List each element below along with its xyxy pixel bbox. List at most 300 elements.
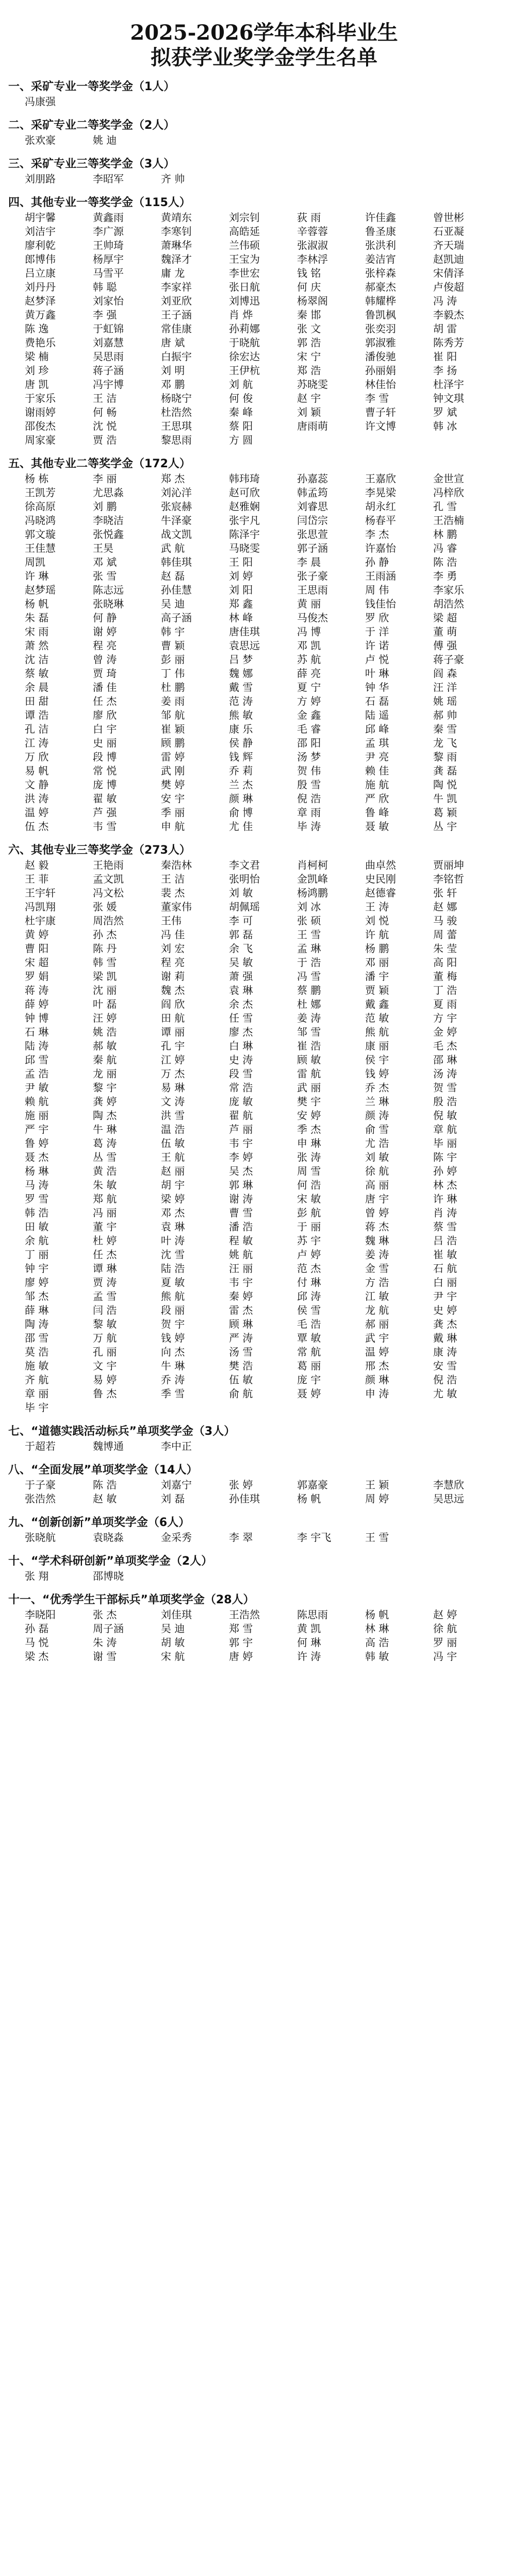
student-name: 马 悦 (25, 1636, 49, 1649)
student-name: 吴思远 (433, 1493, 464, 1505)
student-name: 黄 婷 (25, 928, 49, 941)
student-name: 冯 宇 (433, 1650, 457, 1663)
student-name: 马晓雯 (229, 542, 260, 554)
student-name: 葛 丽 (297, 1360, 321, 1372)
student-name: 钟 博 (25, 1012, 49, 1024)
student-name: 钱 铭 (297, 267, 321, 279)
student-name: 李 晨 (297, 556, 321, 568)
student-name: 俞 博 (229, 806, 253, 819)
name-list (25, 1478, 528, 1506)
student-name: 姚 迪 (93, 134, 117, 146)
student-name: 郑 雪 (229, 1622, 253, 1635)
student-name: 韩 聪 (93, 281, 117, 293)
student-name: 雷 杰 (229, 1304, 253, 1316)
name-list (25, 172, 528, 186)
student-name: 孙 静 (365, 556, 389, 568)
student-name: 张 杰 (93, 1608, 117, 1621)
student-name: 刘 敏 (229, 887, 253, 899)
student-name: 贺 伟 (297, 765, 321, 777)
student-name: 余 飞 (229, 942, 253, 955)
student-name: 刘 航 (229, 378, 253, 391)
student-name: 刘宗钊 (229, 211, 260, 224)
student-name: 梁 超 (433, 612, 457, 624)
student-name: 牛 琳 (161, 1360, 185, 1372)
student-name: 刘 珍 (25, 364, 49, 377)
student-name: 季 雪 (161, 1387, 185, 1400)
student-name: 薛 婷 (25, 998, 49, 1010)
student-name: 萧 强 (229, 970, 253, 982)
student-name: 李广源 (93, 225, 124, 238)
student-name: 李 宇飞 (297, 1531, 332, 1544)
student-name: 牛 琳 (93, 1123, 117, 1136)
student-name: 黄万鑫 (25, 309, 56, 321)
student-name: 魏 琳 (365, 1234, 389, 1247)
student-name: 杨鸿鹏 (297, 887, 328, 899)
student-name: 龙 飞 (433, 737, 457, 749)
student-name: 洪 涛 (25, 792, 49, 805)
student-name: 王思雨 (297, 584, 328, 596)
student-name: 唐 斌 (161, 336, 185, 349)
student-name: 覃 敏 (297, 1332, 321, 1344)
student-name: 刘 阳 (229, 584, 253, 596)
student-name: 邵 雪 (25, 1332, 49, 1344)
student-name: 石亚凝 (433, 225, 464, 238)
student-name: 严 欣 (365, 792, 389, 805)
student-name: 胡 宇 (161, 1179, 185, 1191)
student-name: 李家祥 (161, 281, 192, 293)
student-name: 温 浩 (161, 1123, 185, 1136)
student-name: 王浩然 (229, 1608, 260, 1621)
student-name: 孟 琪 (365, 737, 389, 749)
student-name: 齐 航 (25, 1374, 49, 1386)
student-name: 鲁圣康 (365, 225, 396, 238)
student-name: 邢 杰 (365, 1360, 389, 1372)
section-heading: 一、采矿专业一等奖学金（1人） (8, 80, 175, 93)
student-name: 李家乐 (433, 584, 464, 596)
student-name: 张 硕 (297, 914, 321, 927)
student-name: 金 鑫 (297, 709, 321, 721)
section-heading: 七、“道德实践活动标兵”单项奖学金（3人） (8, 1425, 236, 1438)
student-name: 张奕羽 (365, 323, 396, 335)
student-name: 樊 婷 (161, 778, 185, 791)
student-name: 曹 颖 (161, 639, 185, 652)
student-name: 石 琳 (25, 1026, 49, 1038)
student-name: 阎 森 (433, 667, 457, 680)
student-name: 邹 杰 (25, 1290, 49, 1302)
student-name: 李寒钊 (161, 225, 192, 238)
student-name: 芦 丽 (229, 1123, 253, 1136)
student-name: 张晓航 (25, 1531, 56, 1544)
student-name: 易 婷 (93, 1374, 117, 1386)
student-name: 于虹锦 (93, 323, 124, 335)
student-name: 于 浩 (297, 956, 321, 969)
student-name: 王帅琦 (93, 239, 124, 251)
student-name: 杨晓宁 (161, 392, 192, 404)
student-name: 申 涛 (365, 1387, 389, 1400)
student-name: 秦 峰 (229, 406, 253, 418)
student-name: 贾丽坤 (433, 859, 464, 871)
student-name: 战文凯 (161, 528, 192, 540)
student-name: 蔡 鹏 (297, 984, 321, 996)
student-name: 贺 宇 (161, 1318, 185, 1330)
student-name: 谢雨婷 (25, 406, 56, 418)
student-name: 章 航 (433, 1123, 457, 1136)
student-name: 郝豪杰 (365, 281, 396, 293)
student-name: 朱 涛 (93, 1636, 117, 1649)
student-name: 王伊杭 (229, 364, 260, 377)
student-name: 田 航 (161, 1012, 185, 1024)
student-name: 章 丽 (25, 1387, 49, 1400)
student-name: 冯梓欣 (433, 486, 464, 499)
student-name: 方 宇 (433, 1012, 457, 1024)
name-list (25, 858, 528, 1415)
student-name: 陈 逸 (25, 323, 49, 335)
student-name: 谢 涛 (229, 1193, 253, 1205)
student-name: 韩 冰 (433, 420, 457, 432)
student-name: 许 琳 (433, 1193, 457, 1205)
page-subtitle: 拟获学业奖学金学生名单 (151, 45, 377, 70)
student-name: 曹 雪 (229, 1207, 253, 1219)
student-name: 韩 雪 (93, 956, 117, 969)
student-name: 冯 涛 (433, 295, 457, 307)
student-name: 张 雪 (93, 570, 117, 582)
student-name: 石 航 (433, 1262, 457, 1275)
student-name: 汪 丽 (229, 1262, 253, 1275)
student-name: 任 杰 (93, 1248, 117, 1261)
student-name: 孙佳琪 (229, 1493, 260, 1505)
student-name: 申 琳 (297, 1137, 321, 1149)
student-name: 钱佳怡 (365, 598, 396, 610)
student-name: 翟 航 (229, 1109, 253, 1122)
student-name: 贾 琦 (93, 667, 117, 680)
student-name: 郭子涵 (297, 542, 328, 554)
student-name: 王雨涵 (365, 570, 396, 582)
student-name: 牛泽豪 (161, 514, 192, 527)
student-name: 姚 浩 (93, 1026, 117, 1038)
student-name: 王 航 (161, 1151, 185, 1163)
student-name: 冯宇博 (93, 378, 124, 391)
student-name: 赵 宇 (297, 392, 321, 404)
student-name: 张洪利 (365, 239, 396, 251)
student-name: 王嘉欣 (365, 472, 396, 485)
student-name: 叶 磊 (93, 998, 117, 1010)
student-name: 王宇轩 (25, 887, 56, 899)
student-name: 武 刚 (161, 765, 185, 777)
student-name: 杨厚宇 (93, 253, 124, 265)
student-name: 杜 鹏 (161, 681, 185, 693)
student-name: 王 阳 (229, 556, 253, 568)
student-name: 翟 敏 (93, 792, 117, 805)
student-name: 高皓延 (229, 225, 260, 238)
student-name: 于 丽 (297, 1221, 321, 1233)
student-name: 张 翔 (25, 1570, 49, 1582)
name-list (25, 1569, 528, 1583)
student-name: 杜 娜 (297, 998, 321, 1010)
student-name: 孙 磊 (25, 1622, 49, 1635)
student-name: 杨 帆 (297, 1493, 321, 1505)
student-name: 安 雪 (433, 1360, 457, 1372)
student-name: 徐高原 (25, 500, 56, 513)
student-name: 谢 婷 (93, 625, 117, 638)
student-name: 杜泽宇 (433, 378, 464, 391)
student-name: 顾 鹏 (161, 737, 185, 749)
student-name: 陈 浩 (433, 556, 457, 568)
student-name: 蒋 杰 (365, 1221, 389, 1233)
student-name: 胡浩然 (433, 598, 464, 610)
student-name: 姜洁宵 (365, 253, 396, 265)
student-name: 毛 浩 (297, 1318, 321, 1330)
student-name: 陈秀芳 (433, 336, 464, 349)
student-name: 郝 敏 (93, 1040, 117, 1052)
student-name: 李昭军 (93, 173, 124, 185)
student-name: 赵 毅 (25, 859, 49, 871)
student-name: 郭 宇 (229, 1636, 253, 1649)
student-name: 马 骏 (433, 914, 457, 927)
student-name: 宋倩泽 (433, 267, 464, 279)
student-name: 何 琳 (297, 1636, 321, 1649)
student-name: 廖 欣 (93, 709, 117, 721)
student-name: 卢俊超 (433, 281, 464, 293)
student-name: 陆 遥 (365, 709, 389, 721)
student-name: 胡佩瑶 (229, 901, 260, 913)
student-name: 周家豪 (25, 434, 56, 446)
student-name: 贾 涛 (93, 1276, 117, 1289)
student-name: 廖 婷 (25, 1276, 49, 1289)
student-name: 黄 浩 (93, 1165, 117, 1177)
student-name: 雷 婷 (161, 751, 185, 763)
student-name: 史 丽 (93, 737, 117, 749)
student-name: 何 俊 (229, 392, 253, 404)
student-name: 戴 琳 (433, 1332, 457, 1344)
student-name: 陶 涛 (25, 1318, 49, 1330)
student-name: 程 亮 (161, 956, 185, 969)
student-name: 史民刚 (365, 873, 396, 885)
student-name: 邵俊杰 (25, 420, 56, 432)
student-name: 杨 帆 (25, 598, 49, 610)
student-name: 蒋子涵 (93, 364, 124, 377)
student-name: 郭 琳 (229, 1179, 253, 1191)
student-name: 许 涛 (297, 1650, 321, 1663)
student-name: 林 峰 (229, 612, 253, 624)
student-name: 孔 丽 (93, 1346, 117, 1358)
student-name: 黎 宇 (93, 1081, 117, 1094)
student-name: 姚 航 (229, 1248, 253, 1261)
student-name: 程 敏 (229, 1234, 253, 1247)
student-name: 武 宇 (365, 1332, 389, 1344)
student-name: 许 琳 (25, 570, 49, 582)
student-name: 鲁凯枫 (365, 309, 396, 321)
student-name: 江 敏 (365, 1290, 389, 1302)
student-name: 冯 博 (297, 625, 321, 638)
student-name: 李林浮 (297, 253, 328, 265)
student-name: 王 菲 (25, 873, 49, 885)
student-name: 王 雪 (297, 928, 321, 941)
student-name: 万 航 (93, 1332, 117, 1344)
student-name: 于 洋 (365, 625, 389, 638)
student-name: 王 洁 (93, 392, 117, 404)
student-name: 黄靖东 (161, 211, 192, 224)
student-name: 罗 雪 (25, 1193, 49, 1205)
student-name: 康 丽 (365, 1040, 389, 1052)
student-name: 陶 杰 (93, 1109, 117, 1122)
student-name: 蔡 敏 (25, 667, 49, 680)
student-name: 常 悦 (93, 765, 117, 777)
student-name: 郑 航 (93, 1193, 117, 1205)
student-name: 马雪平 (93, 267, 124, 279)
student-name: 梁 婷 (161, 1193, 185, 1205)
student-name: 辛蓉蓉 (297, 225, 328, 238)
student-name: 宋 超 (25, 956, 49, 969)
student-name: 温 婷 (365, 1346, 389, 1358)
student-name: 乔 杰 (365, 1081, 389, 1094)
student-name: 蔡 阳 (229, 420, 253, 432)
student-name: 白 琳 (229, 1040, 253, 1052)
student-name: 文 宇 (93, 1360, 117, 1372)
student-name: 康 涛 (433, 1346, 457, 1358)
student-name: 刘 冰 (297, 901, 321, 913)
student-name: 周凯 (25, 556, 45, 568)
student-name: 邱 雪 (25, 1054, 49, 1066)
student-name: 聂 敏 (365, 820, 389, 833)
student-name: 樊 浩 (229, 1360, 253, 1372)
student-name: 吴 迪 (161, 1622, 185, 1635)
student-name: 薛 琳 (25, 1304, 49, 1316)
student-name: 邓 杰 (161, 1207, 185, 1219)
student-name: 罗 丽 (433, 1636, 457, 1649)
student-name: 刘朋路 (25, 173, 56, 185)
student-name: 彭 航 (297, 1207, 321, 1219)
student-name: 韩佳琪 (161, 556, 192, 568)
student-name: 汤 涛 (433, 1067, 457, 1080)
student-name: 王佳慧 (25, 542, 56, 554)
student-name: 戴 雪 (229, 681, 253, 693)
student-name: 秦 婷 (229, 1290, 253, 1302)
student-name: 汪 婷 (93, 1012, 117, 1024)
student-name: 赵梦泽 (25, 295, 56, 307)
student-name: 毕 宇 (25, 1401, 49, 1414)
student-name: 高 丽 (365, 1179, 389, 1191)
student-name: 白振宇 (161, 350, 192, 363)
student-name: 林 鹏 (433, 528, 457, 540)
student-name: 孟 雪 (93, 1290, 117, 1302)
student-name: 张 文 (297, 323, 321, 335)
student-name: 秦浩林 (161, 859, 192, 871)
student-name: 赵 丽 (161, 1165, 185, 1177)
student-name: 丛 宇 (433, 820, 457, 833)
student-name: 郭淑雅 (365, 336, 396, 349)
student-name: 孙 杰 (93, 928, 117, 941)
student-name: 郎博伟 (25, 253, 56, 265)
student-name: 李 婷 (229, 1151, 253, 1163)
student-name: 张思萱 (297, 528, 328, 540)
student-name: 孔 宇 (161, 1040, 185, 1052)
student-name: 林佳怡 (365, 378, 396, 391)
student-name: 温 婷 (25, 806, 49, 819)
student-name: 张 轩 (433, 887, 457, 899)
student-name: 金 婷 (433, 1026, 457, 1038)
student-name: 袁思远 (229, 639, 260, 652)
student-name: 陆 浩 (161, 1262, 185, 1275)
student-name: 王宝为 (229, 253, 260, 265)
student-name: 唐雨萌 (297, 420, 328, 432)
student-name: 宋 航 (161, 1650, 185, 1663)
student-name: 陈 浩 (93, 1479, 117, 1491)
student-name: 付 琳 (297, 1276, 321, 1289)
student-name: 冯 雪 (297, 970, 321, 982)
student-name: 孙 婷 (433, 1165, 457, 1177)
student-name: 邹 航 (161, 709, 185, 721)
section-heading: 六、其他专业三等奖学金（273人） (8, 844, 191, 857)
student-name: 严 涛 (229, 1332, 253, 1344)
student-name: 蒋子豪 (433, 653, 464, 666)
student-name: 冯晓鸿 (25, 514, 56, 527)
student-name: 金凯峰 (297, 873, 328, 885)
student-name: 谭 琳 (93, 1262, 117, 1275)
student-name: 谭 浩 (25, 709, 49, 721)
student-name: 刘睿思 (297, 500, 328, 513)
student-name: 方 婷 (297, 695, 321, 707)
student-name: 王昊 (93, 542, 113, 554)
student-name: 肖 烨 (229, 309, 253, 321)
student-name: 夏 宁 (297, 681, 321, 693)
student-name: 汤 雪 (229, 1346, 253, 1358)
student-name: 张 媛 (93, 901, 117, 913)
student-name: 张日航 (229, 281, 260, 293)
student-name: 许佳鑫 (365, 211, 396, 224)
student-name: 任 杰 (93, 695, 117, 707)
student-name: 陶 悦 (433, 778, 457, 791)
student-name: 孔 洁 (25, 723, 49, 735)
student-name: 毛 杰 (433, 1040, 457, 1052)
student-name: 高 浩 (365, 1636, 389, 1649)
student-name: 邓 斌 (93, 556, 117, 568)
name-list (25, 95, 528, 109)
student-name: 丁 丽 (25, 1248, 49, 1261)
student-name: 黎 敏 (93, 1318, 117, 1330)
student-name: 伍 敏 (229, 1374, 253, 1386)
student-name: 林 杰 (433, 1179, 457, 1191)
student-name: 潘 佳 (93, 681, 117, 693)
student-name: 邵 琳 (433, 1054, 457, 1066)
student-name: 王子涵 (161, 309, 192, 321)
student-name: 许 诺 (365, 639, 389, 652)
student-name: 董家伟 (161, 901, 192, 913)
student-name: 徐宏达 (229, 350, 260, 363)
student-name: 叶 涛 (161, 1234, 185, 1247)
student-name: 梁 杰 (25, 1650, 49, 1663)
student-name: 薛 亮 (297, 667, 321, 680)
student-name: 卢 悦 (365, 653, 389, 666)
student-name: 罗 斌 (433, 406, 457, 418)
student-name: 周子涵 (93, 1622, 124, 1635)
name-list (25, 1531, 528, 1545)
student-name: 戴 鑫 (365, 998, 389, 1010)
name-list (25, 133, 528, 147)
student-name: 白 丽 (433, 1276, 457, 1289)
student-name: 赵雅娴 (229, 500, 260, 513)
student-name: 易 琳 (161, 1081, 185, 1094)
student-name: 张宇凡 (229, 514, 260, 527)
student-name: 赵可欣 (229, 486, 260, 499)
student-name: 韩 敏 (365, 1650, 389, 1663)
student-name: 邵博晓 (93, 1570, 124, 1582)
student-name: 兰 琳 (365, 1095, 389, 1108)
student-name: 吴思雨 (93, 350, 124, 363)
student-name: 于子豪 (25, 1479, 56, 1491)
student-name: 胡 敏 (161, 1636, 185, 1649)
student-name: 潘 浩 (229, 1221, 253, 1233)
student-name: 陆 涛 (25, 1040, 49, 1052)
